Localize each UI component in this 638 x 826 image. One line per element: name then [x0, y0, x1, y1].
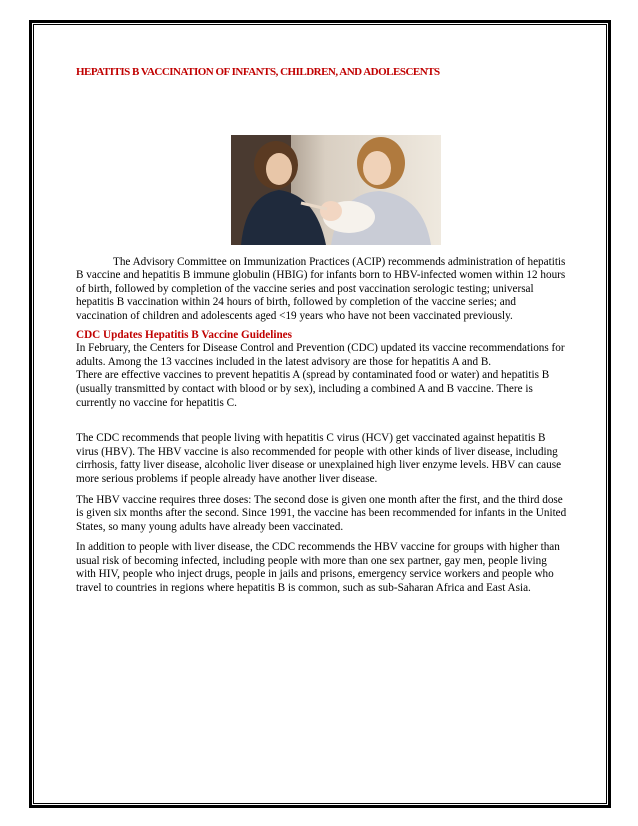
intro-paragraph: The Advisory Committee on Immunization Practices (ACIP) recommends administration of hepatitis B vaccine and hepatitis B immune globulin (HBIG) for infants born to HBV-infected women within 12 hours of birth, followed by completion of the vaccine series and post vaccination serologic testing; universal hepatitis B vaccination within 24 hours of birth, followed by completion of the vaccine series; and vaccination of children and adolescents aged <19 years who have not been vaccinated previously. — [76, 255, 566, 322]
paragraph-5: In addition to people with liver disease, the CDC recommends the HBV vaccine for groups with higher than usual risk of becoming infected, including people with more than one sex partner, gay men, people living with HIV, people who inject drugs, people in jails and prisons, emergency service workers and people who travel to countries in regions where hepatitis B is common, such as sub-Saharan Africa and East Asia. — [76, 541, 560, 595]
document-title: HEPATITIS B VACCINATION OF INFANTS, CHILDREN, AND ADOLESCENTS — [76, 66, 440, 78]
paragraph-1: In February, the Centers for Disease Control and Prevention (CDC) updated its vaccine recommendations for adults. Among the 13 vaccines included in the latest advisory are those for hepatitis A and B. — [76, 342, 565, 368]
document-body — [76, 60, 568, 596]
paragraph-2: There are effective vaccines to prevent hepatitis A (spread by contaminated food or water) and hepatitis B (usually transmitted by contact with blood or by sex), including a combined A and B vaccine. There is currently no vaccine for hepatitis C. — [76, 369, 550, 409]
photo-women-holding-baby — [231, 135, 441, 245]
section-subheading: CDC Updates Hepatitis B Vaccine Guidelines — [76, 328, 292, 341]
paragraph-4: The HBV vaccine requires three doses: The second dose is given one month after the first, and the third dose is given six months after the second. Since 1991, the vaccine has been recommended for infants in the United States, so many young adults have already been vaccinated. — [76, 493, 567, 533]
paragraph-3: The CDC recommends that people living with hepatitis C virus (HCV) get vaccinated against hepatitis B virus (HBV). The HBV vaccine is also recommended for people with other kinds of liver disease, including cirrhosis, fatty liver disease, alcoholic liver disease or unexplained high liver enzyme levels. HBV can cause more serious problems if people already have another liver disease. — [76, 432, 562, 485]
